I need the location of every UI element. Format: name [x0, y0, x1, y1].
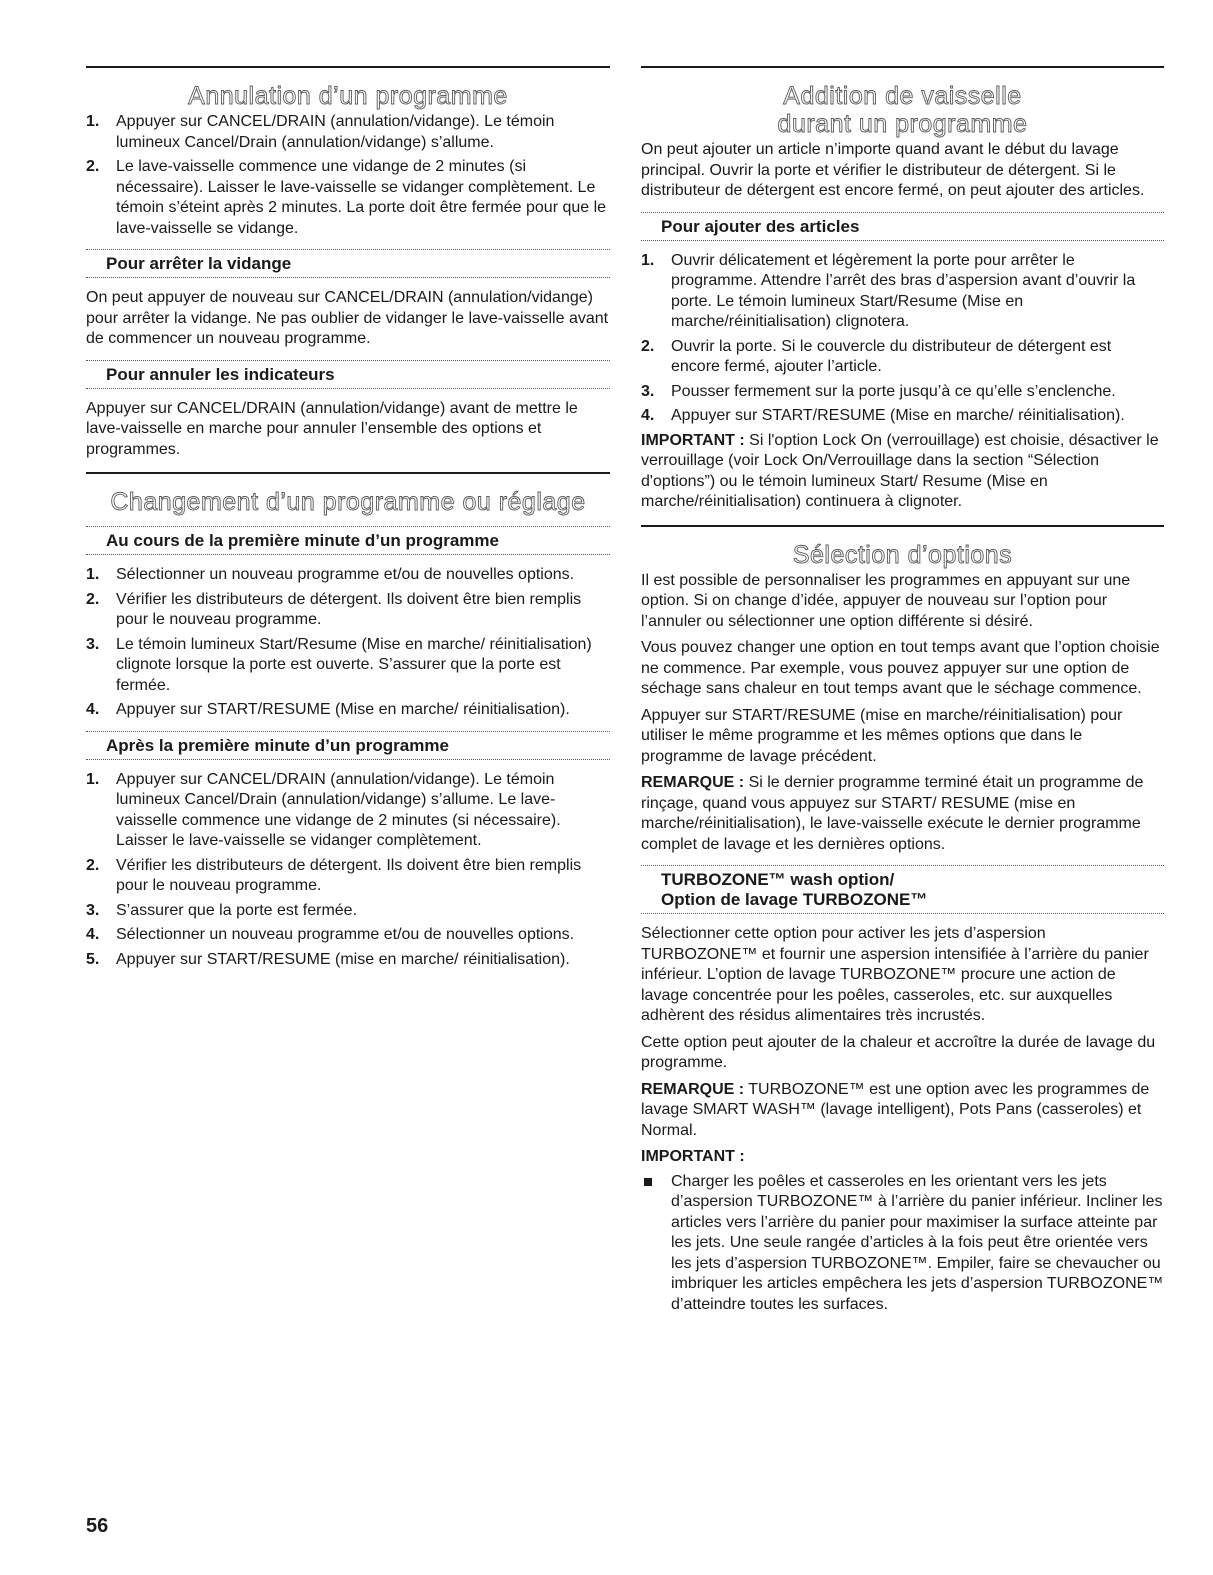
subheading-annuler-indicateurs: Pour annuler les indicateurs	[86, 360, 610, 389]
list-item: 3. S’assurer que la porte est fermée.	[86, 901, 358, 919]
important-note: IMPORTANT : Si l'option Lock On (verrouillage) est choisie, désactiver le verrouillage (voir Lock On/Verrouillage dans la section “Sélection d'options”) ou le témoin lumineux Start/ Resume (Mise en marche/réinitialisation) continuera à clignoter.	[641, 431, 1159, 510]
section-title-annulation: Annulation d’un programme	[188, 82, 508, 110]
list-item: 2. Vérifier les distributeurs de détergent. Ils doivent être bien remplis pour le nouveau programme.	[86, 856, 582, 894]
list-item: 5. Appuyer sur START/RESUME (mise en marche/ réinitialisation).	[86, 950, 570, 968]
list-item: 2. Ouvrir la porte. Si le couvercle du distributeur de détergent est encore fermé, ajouter l’article.	[641, 337, 1112, 375]
section-divider	[641, 525, 1164, 527]
subheading-apres-premiere-minute: Après la première minute d’un programme	[86, 731, 610, 760]
subheading-ajouter-articles: Pour ajouter des articles	[641, 212, 1164, 241]
annulation-steps	[86, 112, 610, 239]
list-item: 3. Pousser fermement sur la porte jusqu’à ce qu’elle s’enclenche.	[641, 382, 1116, 400]
right-column	[641, 66, 1164, 1315]
list-item: 1. Appuyer sur CANCEL/DRAIN (annulation/vidange). Le témoin lumineux Cancel/Drain (annulation/vidange) s’allume. Le lave-vaisselle commence une vidange de 2 minutes (si nécessaire). Laisser le lave-vaisselle se vidanger complètement.	[86, 770, 561, 849]
list-item: 1. Appuyer sur CANCEL/DRAIN (annulation/vidange). Le témoin lumineux Cancel/Drain (annulation/vidange) s’allume.	[86, 113, 555, 151]
paragraph: Appuyer sur START/RESUME (mise en marche/réinitialisation) pour utiliser le même programme et les mêmes options que dans le programme de lavage précédent.	[641, 706, 1123, 765]
subheading-premiere-minute: Au cours de la première minute d’un programme	[86, 526, 610, 555]
section-divider	[86, 472, 610, 474]
premiere-minute-steps	[86, 565, 610, 721]
apres-premiere-minute-steps	[86, 770, 610, 971]
section-title-changement: Changement d’un programme ou réglage	[110, 488, 586, 516]
page-number: 56	[86, 1515, 109, 1537]
turbozone-bullets	[641, 1172, 1164, 1316]
list-item: 4. Appuyer sur START/RESUME (Mise en marche/ réinitialisation).	[641, 407, 1125, 424]
section-title-addition-line2: durant un programme	[777, 110, 1028, 138]
left-column	[86, 66, 610, 974]
list-item: 1. Sélectionner un nouveau programme et/ou de nouvelles options.	[86, 566, 575, 583]
list-item: 4. Sélectionner un nouveau programme et/ou de nouvelles options.	[86, 926, 575, 943]
section-title-selection-options: Sélection d’options	[792, 540, 1013, 569]
paragraph: On peut appuyer de nouveau sur CANCEL/DRAIN (annulation/vidange) pour arrêter la vidange. Ne pas oublier de vidanger le lave-vaisselle avant de commencer un nouveau programme.	[86, 289, 609, 347]
list-item: 3. Le témoin lumineux Start/Resume (Mise en marche/ réinitialisation) clignote lorsque la porte est ouverte. S’assurer que la porte est fermée.	[86, 635, 592, 694]
paragraph: Appuyer sur CANCEL/DRAIN (annulation/vidange) avant de mettre le lave-vaisselle en marche pour annuler l’ensemble des options et programmes.	[86, 399, 578, 458]
remarque-note: REMARQUE : TURBOZONE™ est une option avec les programmes de lavage SMART WASH™ (lavage intelligent), Pots Pans (casseroles) et Normal.	[641, 1080, 1150, 1139]
section-divider	[641, 66, 1164, 68]
list-item: 2. Vérifier les distributeurs de détergent. Ils doivent être bien remplis pour le nouveau programme.	[86, 590, 582, 628]
list-item: 4. Appuyer sur START/RESUME (Mise en marche/ réinitialisation).	[86, 701, 570, 718]
section-title-addition: Addition de vaisselle	[783, 82, 1022, 110]
list-item: 2. Le lave-vaisselle commence une vidange de 2 minutes (si nécessaire). Laisser le lave-vaisselle se vidanger complètement. Le témoin s’éteint après 2 minutes. La porte doit être fermée pour que le lave-vaisselle se vidange.	[86, 158, 607, 237]
important-label: IMPORTANT :	[641, 1148, 745, 1165]
paragraph: Il est possible de personnaliser les programmes en appuyant sur une option. Si on change d’idée, appuyer de nouveau sur l’option pour l’annuler ou sélectionner une option différente si désiré.	[641, 571, 1131, 630]
list-item: 1. Ouvrir délicatement et légèrement la porte pour arrêter le programme. Attendre l’arrêt des bras d’aspersion avant d’ouvrir la porte. Le témoin lumineux Start/Resume (Mise en marche/réinitialisation) clignotera.	[641, 251, 1136, 330]
paragraph: Vous pouvez changer une option en tout temps avant que l’option choisie ne commence. Par exemple, vous pouvez appuyer sur une option de séchage sans chaleur en tout temps avant que le séchage commence.	[641, 639, 1160, 697]
subheading-arreter-vidange: Pour arrêter la vidange	[86, 249, 610, 278]
paragraph: Sélectionner cette option pour activer les jets d’aspersion TURBOZONE™ et fournir une aspersion intensifiée à l’arrière du panier inférieur. L’option de lavage TURBOZONE™ procure une action de lavage concentrée pour les poêles, casseroles, etc. sur auxquelles adhèrent des résidus alimentaires très incrustés.	[641, 925, 1149, 1024]
paragraph: On peut ajouter un article n’importe quand avant le début du lavage principal. Ouvrir la porte et vérifier le distributeur de détergent. Si le distributeur de détergent est encore fermé, on peut ajouter des articles.	[641, 141, 1145, 199]
subheading-turbozone: TURBOZONE™ wash option/ Option de lavage TURBOZONE™	[641, 865, 1164, 914]
section-divider	[86, 66, 610, 68]
ajouter-articles-steps	[641, 251, 1164, 427]
list-item: Charger les poêles et casseroles en les orientant vers les jets d’aspersion TURBOZONE™ à l’arrière du panier inférieur. Incliner les articles vers l’arrière du panier pour maximiser la surface atteinte par les jets. Une seule rangée d’articles à la fois peut être orientée vers les jets d’aspersion TURBOZONE™. Empiler, faire se chevaucher ou imbriquer les articles empêchera les jets d’aspersion TURBOZONE™ d’atteindre toutes les surfaces.	[641, 1172, 1164, 1316]
remarque-note: REMARQUE : Si le dernier programme terminé était un programme de rinçage, quand vous appuyez sur START/ RESUME (mise en marche/réinitialisation), le lave-vaisselle exécute le dernier programme complet de lavage et les dernières options.	[641, 774, 1144, 853]
paragraph: Cette option peut ajouter de la chaleur et accroître la durée de lavage du programme.	[641, 1033, 1156, 1071]
